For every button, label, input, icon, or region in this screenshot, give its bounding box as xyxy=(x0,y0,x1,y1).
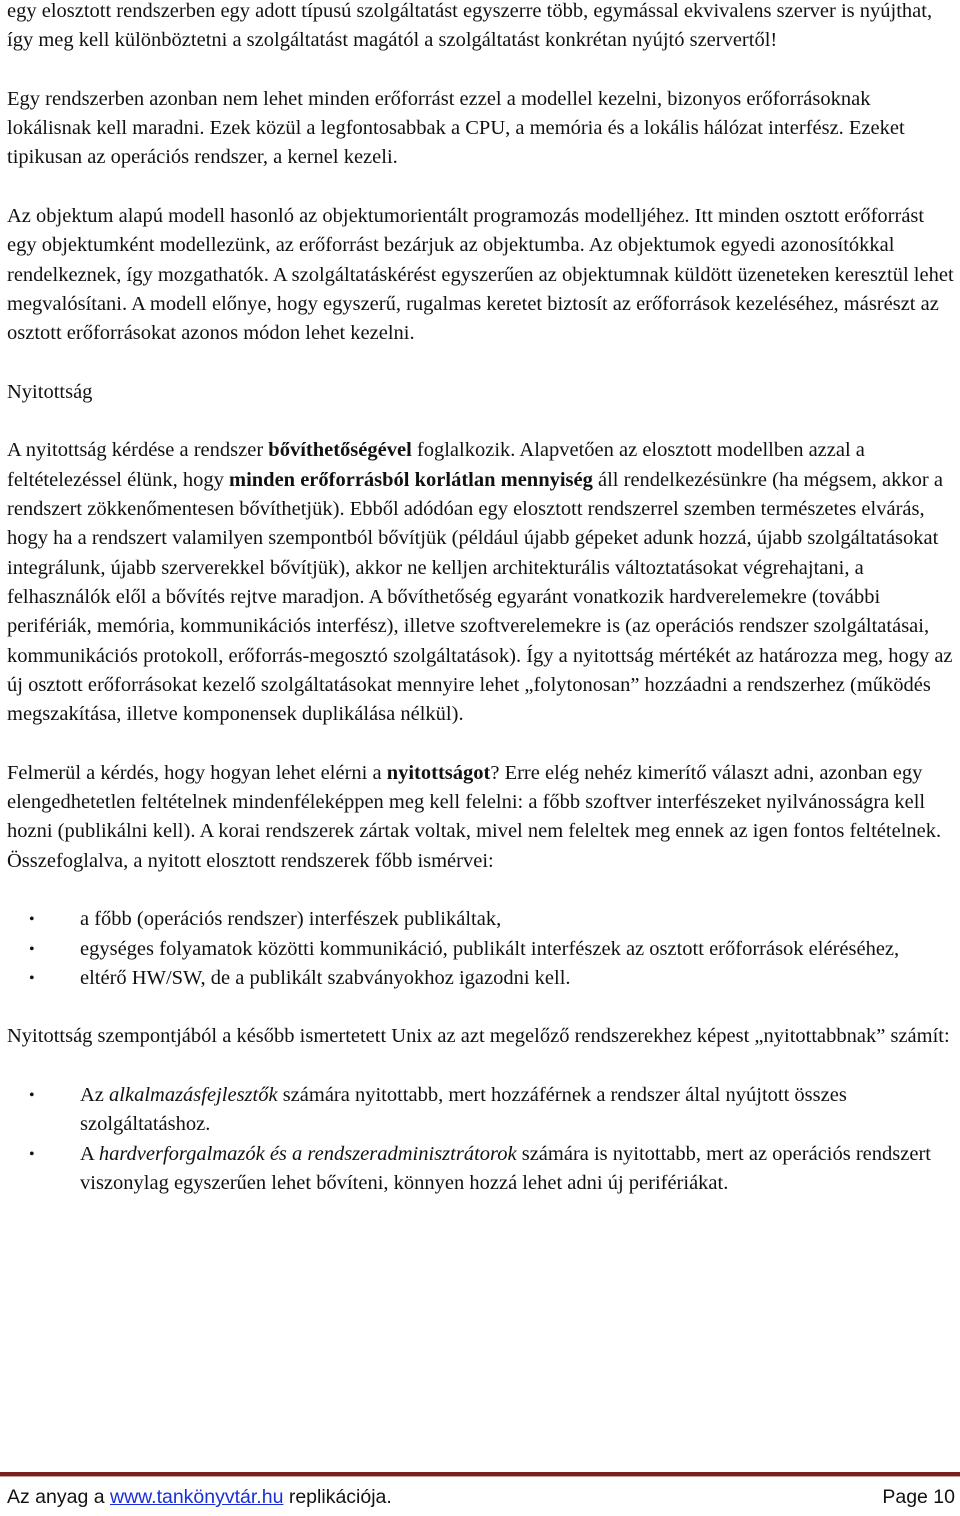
bullet-icon: • xyxy=(29,969,35,987)
list-item xyxy=(7,905,955,934)
text-run: Az xyxy=(80,1083,110,1106)
text-run: áll rendelkezésünkre (ha mégsem, akkor a rendszert zökkenőmentesen bővíthetjük). Ebből adódóan egy elosztott rendszerrel szemben természetes elvárás, hogy ha a rendszert valamilyen szempontból bővítjük (például újabb gépeket adunk hozzá, újabb szolgáltatásokat integrálunk, újabb szerverekkel bővítjük), akkor ne kelljen architekturális változtatásokat végrehajtani, a felhasználók elől a bővítés rejtve maradjon. A bővíthetőség egyaránt vonatkozik hardverelemekre (további perifériák, memória, kommunikációs interfész), illetve szoftverelemekre is (az operációs rendszer szolgáltatásai, kommunikációs protokoll, erőforrás-megosztó szolgáltatások). Így a nyitottság mértékét az határozza meg, hogy az új osztott erőforrásokat kezelő szolgáltatásokat mennyire lehet „folytonosan” hozzáadni a rendszerhez (működés megszakítása, illetve komponensek duplikálása nélkül). xyxy=(7,468,953,726)
text-run: számára nyitottabb, mert hozzáférnek a rendszer által nyújtott összes szolgáltatáshoz. xyxy=(80,1083,847,1136)
bold-term-extensibility: bővíthetőségével xyxy=(268,439,412,462)
list-item xyxy=(7,935,955,964)
text-run: A xyxy=(80,1142,99,1165)
paragraph-extensibility xyxy=(7,436,955,729)
bullet-icon: • xyxy=(29,1145,35,1163)
footer-divider xyxy=(0,1472,960,1477)
bullet-icon: • xyxy=(29,940,35,958)
italic-term-app-developers: alkalmazásfejlesztők xyxy=(109,1083,278,1106)
footer-prefix: Az anyag a xyxy=(7,1486,110,1508)
text-run: ? Erre elég nehéz kimerítő választ adni, azonban egy elengedhetetlen feltételnek mindenféleképpen meg kell felelni: a főbb szoftver interfészeket nyilvánosságra kell hozni (publikálni kell). A korai rendszerek zártak voltak, mivel nem feleltek meg ennek az igen fontos feltételnek. Összefoglalva, a nyitott elosztott rendszerek főbb ismérvei: xyxy=(7,761,942,872)
paragraph-object-model: Az objektum alapú modell hasonló az objektumorientált programozás modelljéhez. Itt minden osztott erőforrást egy objektumként modellezünk, az erőforrást bezárjuk az objektumba. Az objektumok egyedi azonosítókkal rendelkeznek, így mozgathatók. A szolgáltatáskérést egyszerűen az objektumnak küldött üzeneteken keresztül lehet megvalósítani. A modell előnye, hogy egyszerű, rugalmas keretet biztosít az erőforrások kezeléséhez, másrészt az osztott erőforrásokat azonos módon lehet kezelni. xyxy=(7,205,954,345)
list-item xyxy=(7,1081,955,1140)
text-run: foglalkozik. Alapvetően az elosztott modellben azzal a feltételezéssel élünk, hogy xyxy=(7,439,865,491)
text-run: Felmerül a kérdés, hogy hogyan lehet elérni a xyxy=(7,761,387,784)
list-item-text: a főbb (operációs rendszer) interfészek publikáltak, xyxy=(80,908,502,931)
bullet-icon: • xyxy=(29,1086,35,1104)
text-run: számára is nyitottabb, mert az operációs rendszert viszonylag egyszerűen lehet bővíteni, könnyen hozzá lehet adni új perifériákat. xyxy=(80,1142,931,1194)
list-item-text: eltérő HW/SW, de a publikált szabványokhoz igazodni kell. xyxy=(80,966,571,989)
unix-openness-list xyxy=(7,1081,955,1198)
paragraph-intro: egy elosztott rendszerben egy adott típusú szolgáltatást egyszerre több, egymással ekvivalens szerver is nyújthat, így meg kell különböztetni a szolgáltatást magától a szolgáltatást konkrétan nyújtó szervertől! xyxy=(7,0,933,52)
footer-source-note xyxy=(7,1486,392,1509)
paragraph-local-resources: Egy rendszerben azonban nem lehet minden erőforrást ezzel a modellel kezelni, bizonyos erőforrásoknak lokálisnak kell maradni. Ezek közül a legfontosabbak a CPU, a memória és a lokális hálózat interfész. Ezeket tipikusan az operációs rendszer, a kernel kezeli. xyxy=(7,87,905,169)
list-item xyxy=(7,1140,955,1199)
paragraph-how-to-achieve-openness xyxy=(7,759,955,876)
footer-link[interactable]: www.tankönyvtár.hu xyxy=(109,1486,284,1508)
bold-term-openness: nyitottságot xyxy=(386,761,491,784)
paragraph-unix-openness: Nyitottság szempontjából a később ismertetett Unix az azt megelőző rendszerekhez képest „nyitottabbnak” számít: xyxy=(7,1025,950,1048)
section-heading-openness: Nyitottság xyxy=(7,380,93,403)
openness-criteria-list xyxy=(7,905,955,993)
italic-term-hw-vendors-admins: hardverforgalmazók és a rendszeradminisztrátorok xyxy=(98,1142,517,1165)
document-body xyxy=(7,0,955,1198)
bullet-icon: • xyxy=(29,911,35,929)
footer-suffix: replikációja. xyxy=(283,1486,392,1508)
list-item xyxy=(7,964,955,993)
text-run: A nyitottság kérdése a rendszer xyxy=(7,439,269,462)
page-number: Page 10 xyxy=(882,1486,955,1508)
bold-term-unlimited-resources: minden erőforrásból korlátlan mennyiség xyxy=(229,468,593,491)
list-item-text: egységes folyamatok közötti kommunikáció, publikált interfészek az osztott erőforrások eléréséhez, xyxy=(80,937,900,960)
